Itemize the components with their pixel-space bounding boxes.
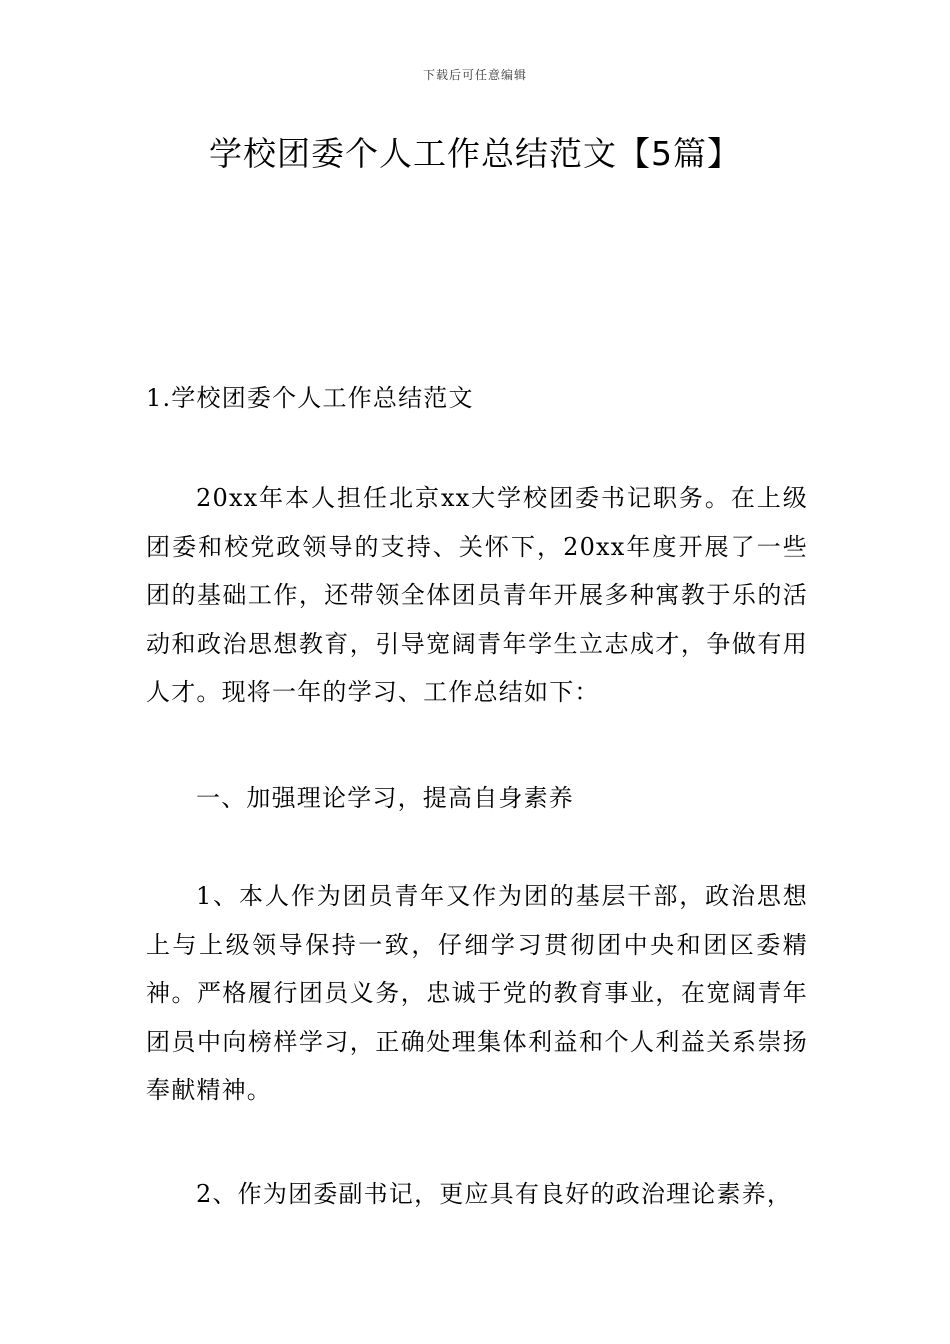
article-heading: 1.学校团委个人工作总结范文: [146, 384, 474, 412]
document-title: 学校团委个人工作总结范文【5篇】: [209, 134, 741, 173]
intro-paragraph: 20xx年本人担任北京xx大学校团委书记职务。在上级团委和校党政领导的支持、关怀下，20xx年度开展了一些团的基础工作，还带领全体团员青年开展多种寓教于乐的活动和政治思想教育，引导宽阔青年学生立志成才，争做有用人才。现将一年的学习、工作总结如下：: [146, 484, 808, 706]
paragraph-item-2: 2、作为团委副书记，更应具有良好的政治理论素养，: [196, 1180, 793, 1208]
paragraph-item-1: 1、本人作为团员青年又作为团的基层干部，政治思想上与上级领导保持一致，仔细学习贯彻团中央和团区委精神。严格履行团员义务，忠诚于党的教育事业，在宽阔青年团员中向榜样学习，正确处理集体利益和个人利益关系崇扬奉献精神。: [146, 882, 808, 1104]
header-note: 下载后可任意编辑: [422, 68, 527, 82]
section-heading-1: 一、加强理论学习，提高自身素养: [196, 784, 574, 812]
